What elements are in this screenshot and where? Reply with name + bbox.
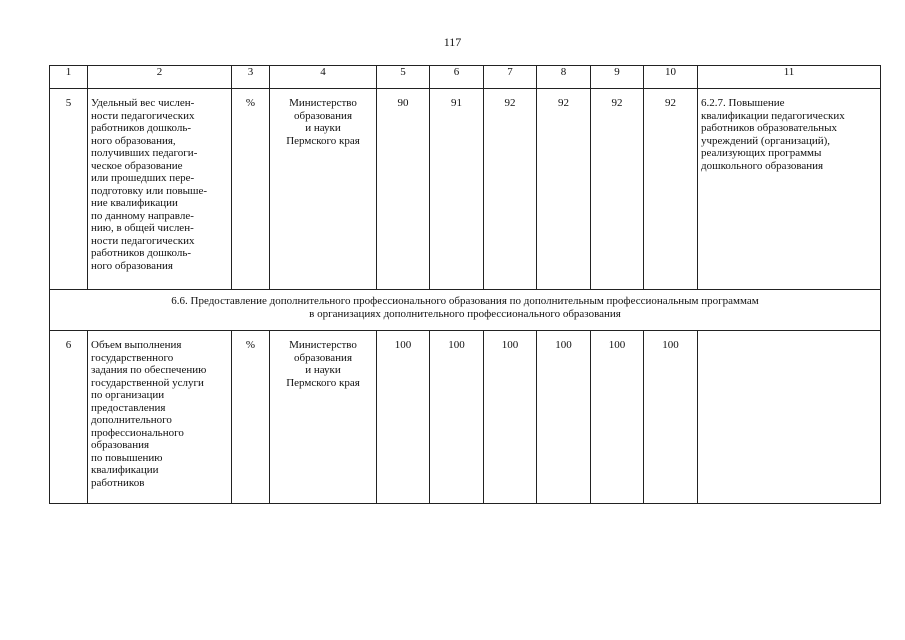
header-cell: 2 xyxy=(88,66,232,89)
responsible-line: Пермского края xyxy=(286,376,360,389)
indicator-line: ного образования xyxy=(91,259,173,272)
indicator-line: предоставления xyxy=(91,401,166,414)
responsible-cell xyxy=(270,331,377,504)
row-number: 5 xyxy=(50,89,88,290)
activity-line: реализующих программы xyxy=(701,147,822,159)
indicator-line: работников дошколь- xyxy=(91,122,192,134)
header-cell: 11 xyxy=(698,66,881,89)
responsible-cell xyxy=(270,89,377,290)
header-cell: 8 xyxy=(537,66,591,89)
indicator-line: профессионального xyxy=(91,426,184,439)
indicator-line: квалификации xyxy=(91,464,159,476)
table-row xyxy=(50,89,881,290)
indicator-line: дополнительного xyxy=(91,414,172,426)
indicator-line: по повышению xyxy=(91,451,163,464)
indicator-name xyxy=(88,89,232,290)
row-number: 6 xyxy=(50,331,88,504)
page-number: 117 xyxy=(443,35,462,49)
responsible-line: образования xyxy=(293,351,353,364)
indicator-line: образования xyxy=(91,439,150,451)
responsible-line: Пермского края xyxy=(286,134,360,147)
value-cell: 90 xyxy=(377,89,430,290)
header-cell: 6 xyxy=(430,66,484,89)
header-cell: 10 xyxy=(644,66,698,89)
activity-line: учреждений (организаций), xyxy=(701,134,831,147)
header-cell: 7 xyxy=(484,66,537,89)
indicator-line: ческое образование xyxy=(91,159,183,172)
activity-line: дошкольного образования xyxy=(701,159,824,172)
header-cell: 1 xyxy=(50,66,88,89)
value-cell: 92 xyxy=(537,89,591,290)
header-cell: 4 xyxy=(270,66,377,89)
value-cell: 92 xyxy=(591,89,644,290)
indicator-line: Удельный вес числен- xyxy=(91,97,195,109)
header-row xyxy=(50,66,881,89)
responsible-line: и науки xyxy=(305,122,341,134)
indicator-line: нию, в общей числен- xyxy=(91,222,194,234)
indicator-line: ности педагогических xyxy=(91,109,195,122)
indicator-line: по организации xyxy=(91,389,165,401)
indicator-name xyxy=(88,331,232,504)
unit-cell: % xyxy=(232,331,270,504)
header-cell: 9 xyxy=(591,66,644,89)
value-cell: 100 xyxy=(484,331,537,504)
responsible-line: образования xyxy=(293,109,353,122)
section-heading-line: 6.6. Предоставление дополнительного профессионального образования по дополнительным профессиональным программам xyxy=(171,295,759,307)
value-cell: 100 xyxy=(430,331,484,504)
value-cell: 100 xyxy=(377,331,430,504)
value-cell: 100 xyxy=(591,331,644,504)
activity-cell xyxy=(698,89,881,290)
responsible-line: Министерство xyxy=(289,339,357,351)
value-cell: 92 xyxy=(644,89,698,290)
unit-cell: % xyxy=(232,89,270,290)
value-cell: 91 xyxy=(430,89,484,290)
responsible-line: Министерство xyxy=(289,97,357,109)
activity-line: работников образовательных xyxy=(701,122,838,134)
indicator-line: или прошедших пере- xyxy=(91,172,195,184)
section-heading-line: в организациях дополнительного профессионального образования xyxy=(309,307,621,320)
activity-line: квалификации педагогических xyxy=(701,109,845,122)
header-cell: 3 xyxy=(232,66,270,89)
indicator-line: по данному направле- xyxy=(91,209,194,222)
indicator-line: Объем выполнения xyxy=(91,339,182,351)
value-cell: 100 xyxy=(644,331,698,504)
header-cell: 5 xyxy=(377,66,430,89)
activity-line: 6.2.7. Повышение xyxy=(701,97,785,109)
indicator-line: задания по обеспечению xyxy=(91,364,207,376)
section-heading xyxy=(50,290,881,331)
activity-cell xyxy=(698,331,881,504)
indicator-line: работников дошколь- xyxy=(91,247,192,259)
indicator-line: государственной услуги xyxy=(91,376,204,389)
indicator-line: ние квалификации xyxy=(91,197,178,209)
indicator-line: государственного xyxy=(91,351,174,364)
table-row xyxy=(50,331,881,504)
section-row xyxy=(50,290,881,331)
value-cell: 100 xyxy=(537,331,591,504)
indicator-line: подготовку или повыше- xyxy=(91,184,208,197)
indicator-line: работников xyxy=(91,476,145,489)
indicators-table xyxy=(49,65,881,504)
value-cell: 92 xyxy=(484,89,537,290)
indicator-line: получивших педагоги- xyxy=(91,147,198,159)
responsible-line: и науки xyxy=(305,364,341,376)
indicator-line: ного образования, xyxy=(91,134,176,147)
indicator-line: ности педагогических xyxy=(91,234,195,247)
